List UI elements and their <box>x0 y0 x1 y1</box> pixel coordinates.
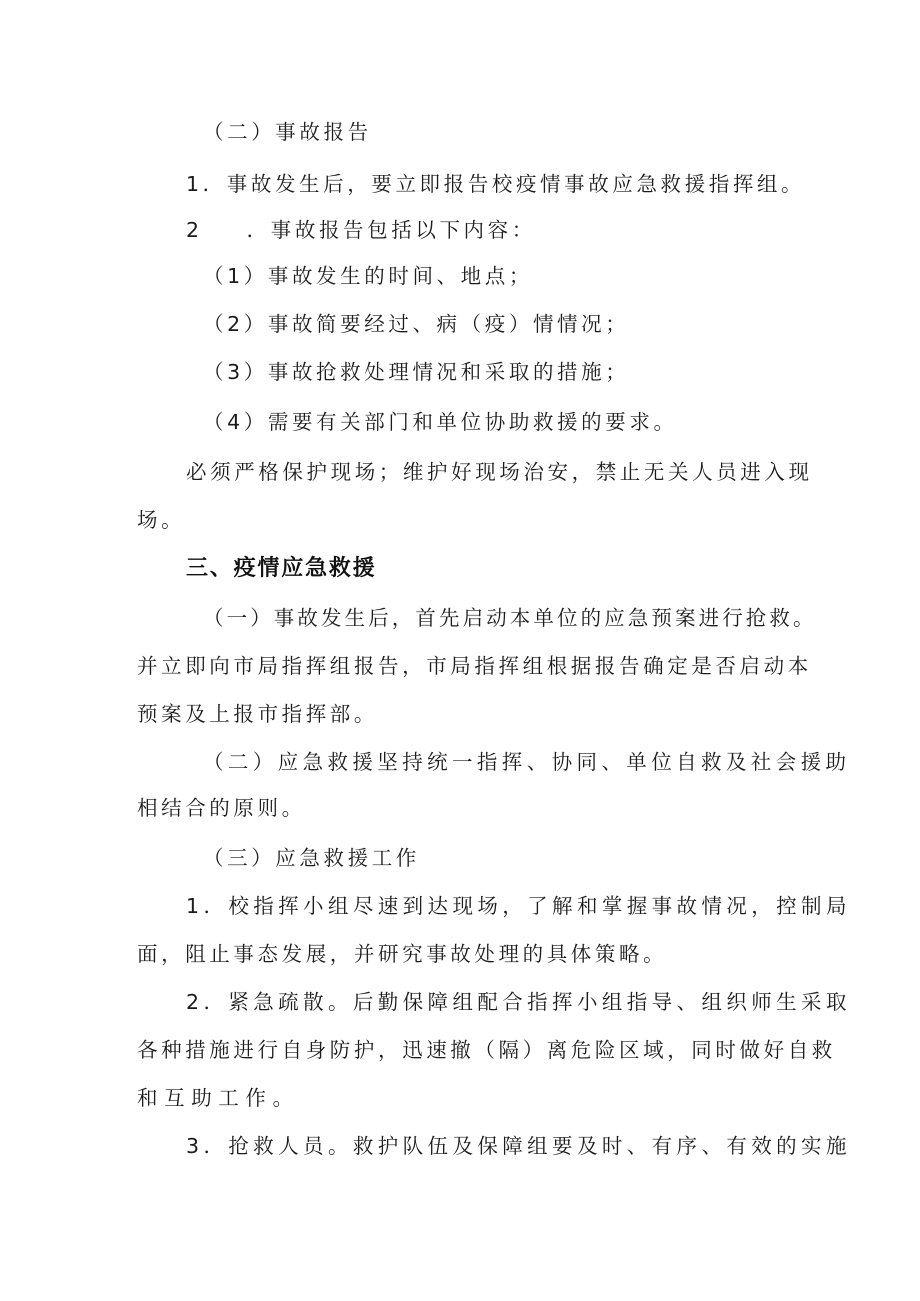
content-item-3: （3）事故抢救处理情况和采取的措施； <box>203 360 630 384</box>
report-item-2-number: 2 <box>186 218 203 242</box>
report-item-2 <box>186 217 536 243</box>
section-2-title: （二）事故报告 <box>203 120 372 144</box>
content-item-2: （2）事故简要经过、病（疫）情情况； <box>203 312 630 336</box>
rescue-1-line-1: （一）事故发生后，首先启动本单位的应急预案进行抢救。 <box>203 606 817 630</box>
content-item-1: （1）事故发生的时间、地点； <box>203 264 533 288</box>
report-item-1: 1．事故发生后，要立即报告校疫情事故应急救援指挥组。 <box>186 172 806 196</box>
rescue-1-line-2: 并立即向市局指挥组报告，市局指挥组根据报告确定是否启动本 <box>137 654 812 678</box>
work-item-2-line-1: 2．紧急疏散。后勤保障组配合指挥小组指导、组织师生采取 <box>186 990 851 1014</box>
content-item-4: （4）需要有关部门和单位协助救援的要求。 <box>203 410 678 434</box>
rescue-2-line-1: （二）应急救援坚持统一指挥、协同、单位自救及社会援助 <box>203 750 851 774</box>
report-item-2-text: ．事故报告包括以下内容： <box>246 218 536 242</box>
rescue-2-line-2: 相结合的原则。 <box>137 796 306 820</box>
work-item-1-line-2: 面，阻止事态发展，并研究事故处理的具体策略。 <box>137 942 668 966</box>
rescue-1-line-3: 预案及上报市指挥部。 <box>137 702 378 726</box>
protect-scene-line-2: 场。 <box>137 508 186 532</box>
work-item-2-line-3: 和互助工作。 <box>137 1086 300 1110</box>
rescue-3-title: （三）应急救援工作 <box>203 846 420 870</box>
protect-scene-line-1: 必须严格保护现场；维护好现场治安，禁止无关人员进入现 <box>186 460 813 484</box>
work-item-2-line-2: 各种措施进行自身防护，迅速撤（隔）离危险区域，同时做好自救 <box>137 1038 836 1062</box>
work-item-1-line-1: 1．校指挥小组尽速到达现场，了解和掌握事故情况，控制局 <box>186 894 851 918</box>
work-item-3-line-1: 3．抢救人员。救护队伍及保障组要及时、有序、有效的实施 <box>186 1134 851 1158</box>
section-3-heading: 三、疫情应急救援 <box>186 556 377 581</box>
